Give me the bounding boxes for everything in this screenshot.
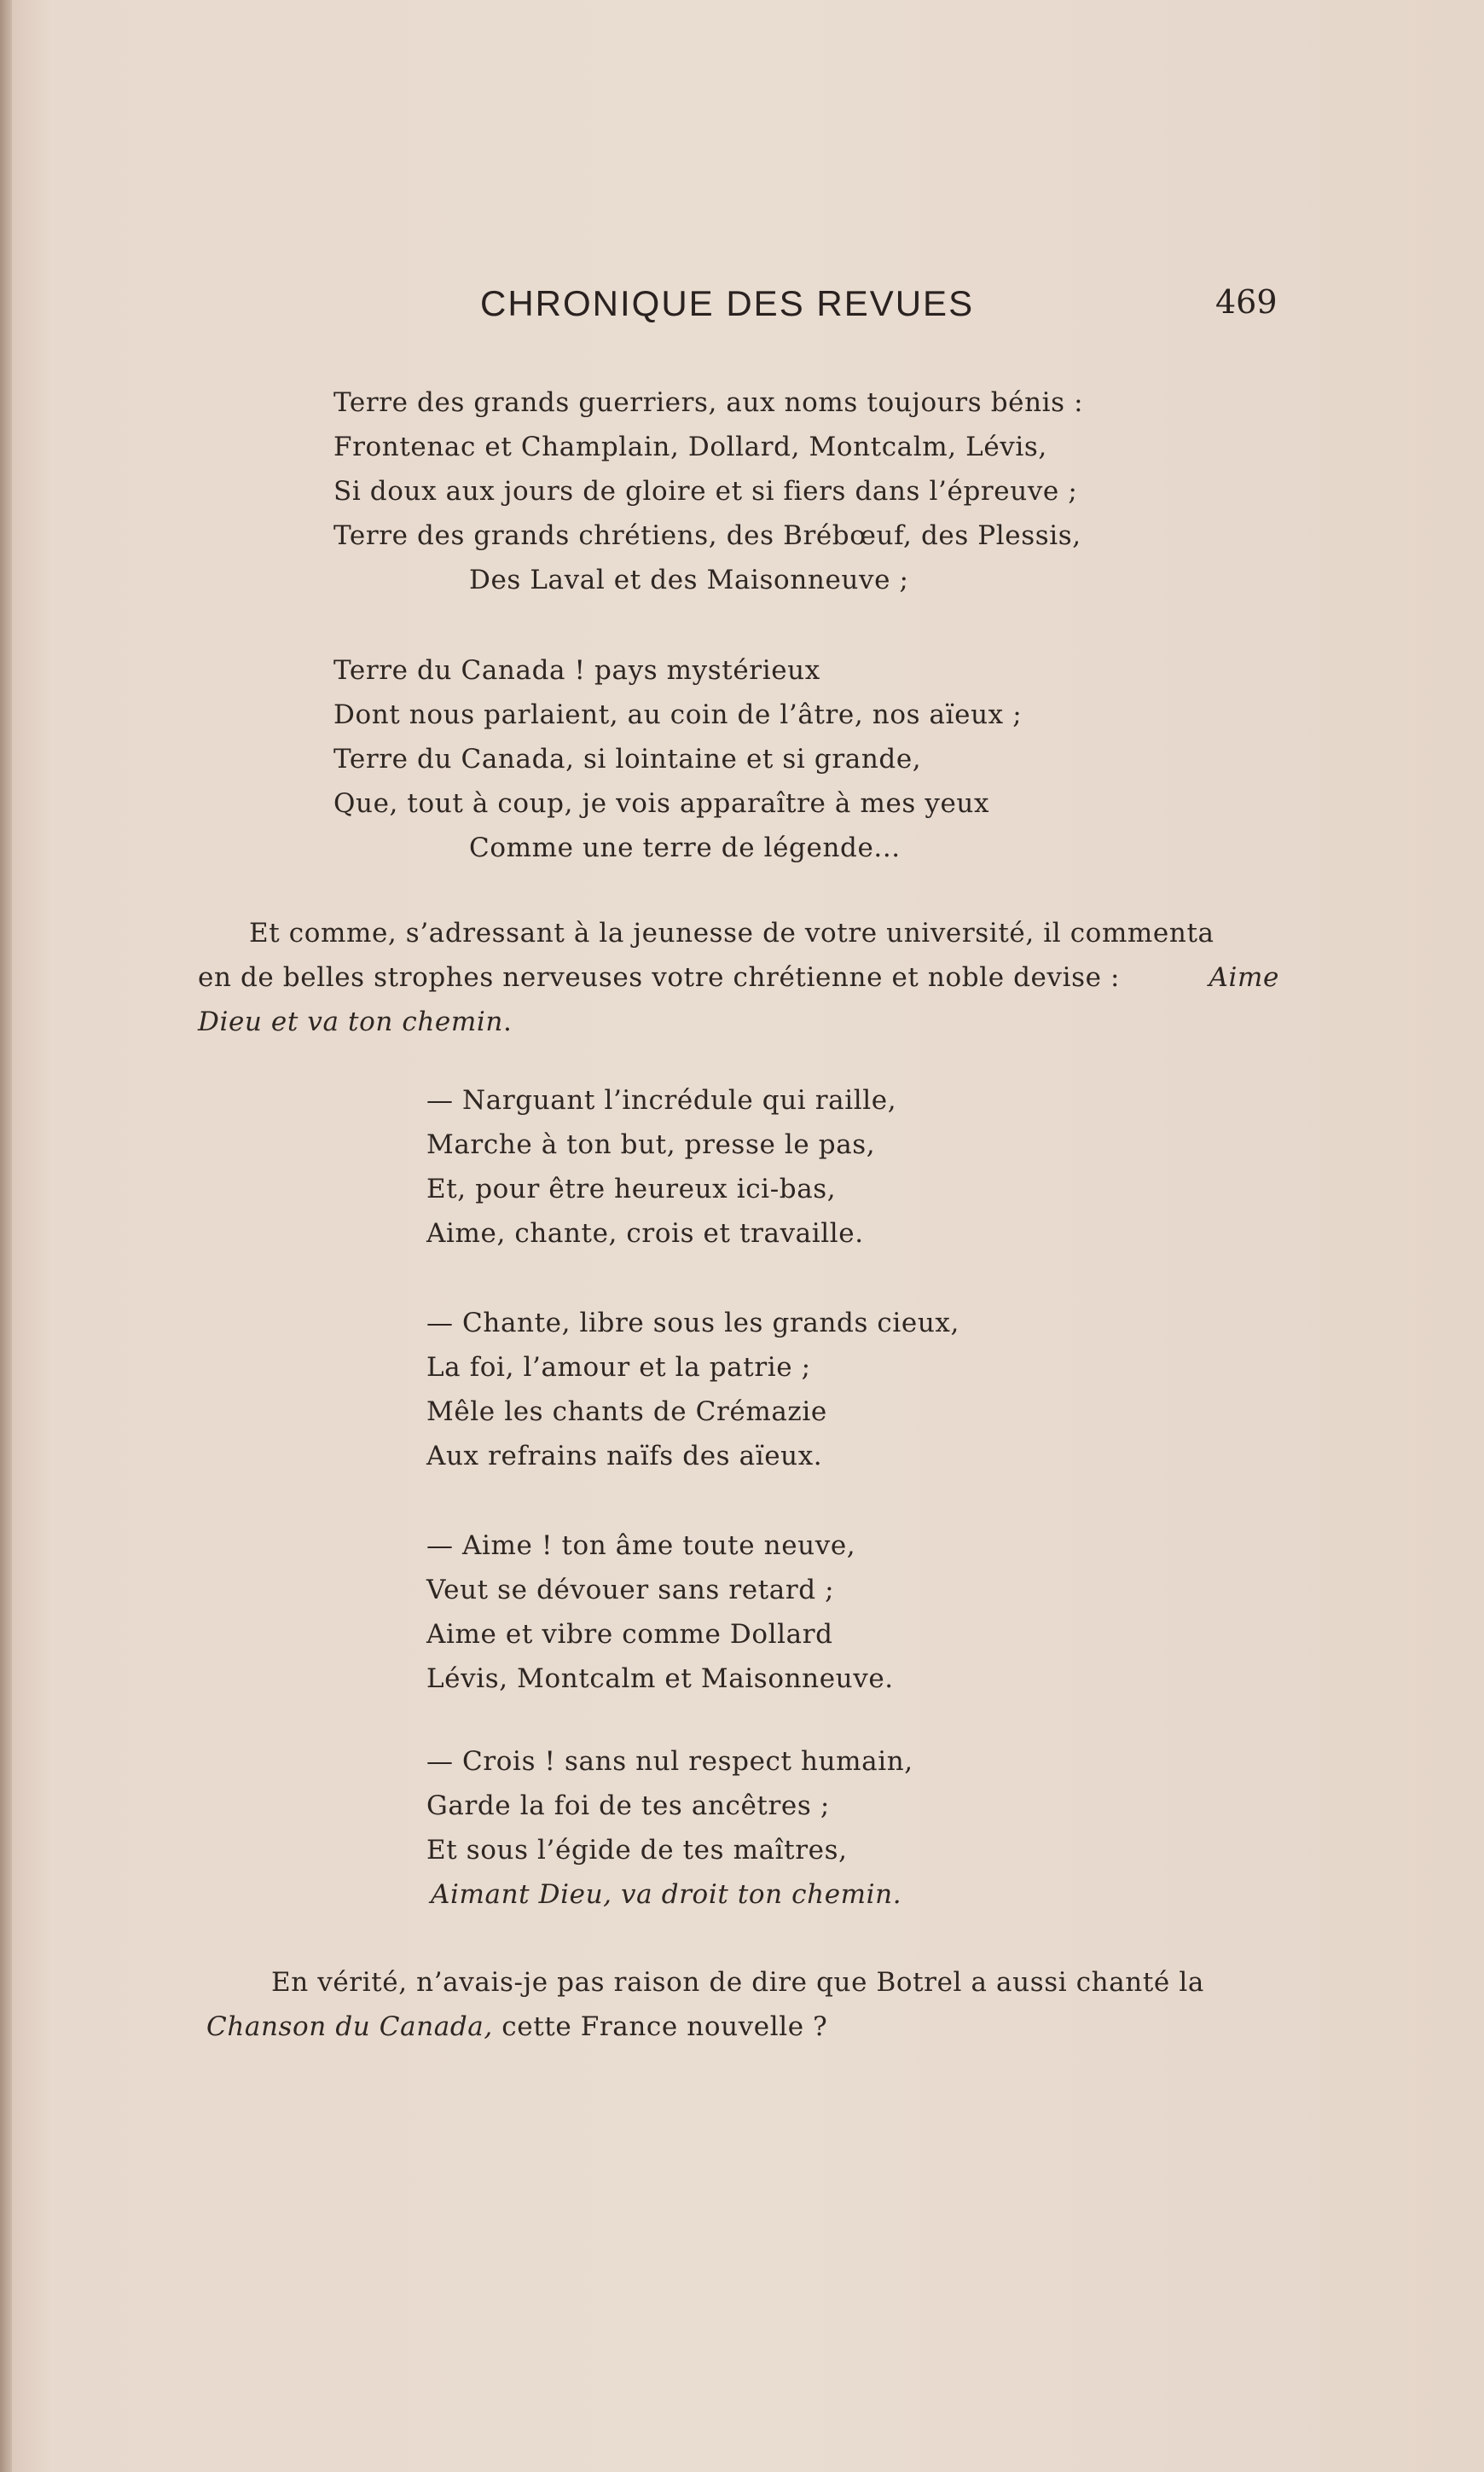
poem2-line-4: Aime, chante, crois et travaille. [426, 1218, 864, 1249]
poem1-line-7: Dont nous parlaient, au coin de l’âtre, nos aïeux ; [333, 699, 1023, 730]
poem2-line-13: — Crois ! sans nul respect humain, [426, 1746, 913, 1777]
poem1-line-3: Si doux aux jours de gloire et si fiers dans l’épreuve ; [333, 476, 1078, 507]
poem2-line-3: Et, pour être heureux ici-bas, [426, 1174, 837, 1204]
page-edge-shadow [0, 0, 12, 2472]
poem1-line-9: Que, tout à coup, je vois apparaître à mes yeux [333, 788, 990, 819]
poem2-line-1: — Narguant l’incrédule qui raille, [426, 1085, 897, 1116]
poem2-line-6: La foi, l’amour et la patrie ; [426, 1352, 811, 1383]
prose1-line-2 [198, 960, 1279, 995]
poem2-line-2: Marche à ton but, presse le pas, [426, 1129, 876, 1160]
poem1-line-2: Frontenac et Champlain, Dollard, Montcalm, Lévis, [333, 432, 1047, 462]
motto-start: Aime [1209, 962, 1279, 993]
poem2-line-7: Mêle les chants de Crémazie [426, 1396, 827, 1427]
poem1-line-8: Terre du Canada, si lointaine et si grande, [333, 744, 922, 775]
page-number: 469 [1215, 283, 1278, 321]
poem2-line-10: Veut se dévouer sans retard ; [426, 1575, 835, 1605]
poem2-line-16: Aimant Dieu, va droit ton chemin. [431, 1879, 902, 1910]
poem2-line-11: Aime et vibre comme Dollard [426, 1619, 833, 1650]
prose1-line-2-text: en de belles strophes nerveuses votre chrétienne et noble devise : [198, 962, 1121, 993]
poem2-line-9: — Aime ! ton âme toute neuve, [426, 1530, 856, 1561]
prose2-line-2 [206, 2010, 1290, 2044]
prose1-line-1 [198, 916, 1279, 950]
prose2-line-1 [206, 1965, 1290, 1999]
prose1-line-1-text: Et comme, s’adressant à la jeunesse de votre université, il commenta [249, 918, 1214, 949]
poem1-line-5: Des Laval et des Maisonneuve ; [469, 565, 909, 595]
running-header-title: CHRONIQUE DES REVUES [480, 283, 975, 323]
poem1-line-6: Terre du Canada ! pays mystérieux [333, 655, 820, 686]
poem1-line-1: Terre des grands guerriers, aux noms toujours bénis : [333, 387, 1084, 418]
poem2-line-15: Et sous l’égide de tes maîtres, [426, 1835, 848, 1866]
poem2-line-5: — Chante, libre sous les grands cieux, [426, 1308, 959, 1338]
motto-end: Dieu et va ton chemin [198, 1007, 503, 1037]
poem1-line-4: Terre des grands chrétiens, des Brébœuf, des Plessis, [333, 520, 1081, 551]
poem1-line-10: Comme une terre de légende... [469, 833, 901, 863]
prose2-line-2-text: cette France nouvelle ? [501, 2011, 828, 2042]
poem2-line-8: Aux refrains naïfs des aïeux. [426, 1441, 823, 1471]
prose-paragraph-1 [198, 916, 1279, 1039]
prose-paragraph-2 [206, 1965, 1290, 2044]
poem2-line-12: Lévis, Montcalm et Maisonneuve. [426, 1663, 894, 1694]
prose1-line-3 [198, 1005, 1279, 1039]
prose2-line-1-text: En vérité, n’avais-je pas raison de dire que Botrel a aussi chanté la [271, 1967, 1204, 1998]
song-title: Chanson du Canada, [206, 2011, 493, 2042]
poem2-line-14: Garde la foi de tes ancêtres ; [426, 1790, 830, 1821]
prose1-line-3-end: . [502, 1007, 513, 1037]
